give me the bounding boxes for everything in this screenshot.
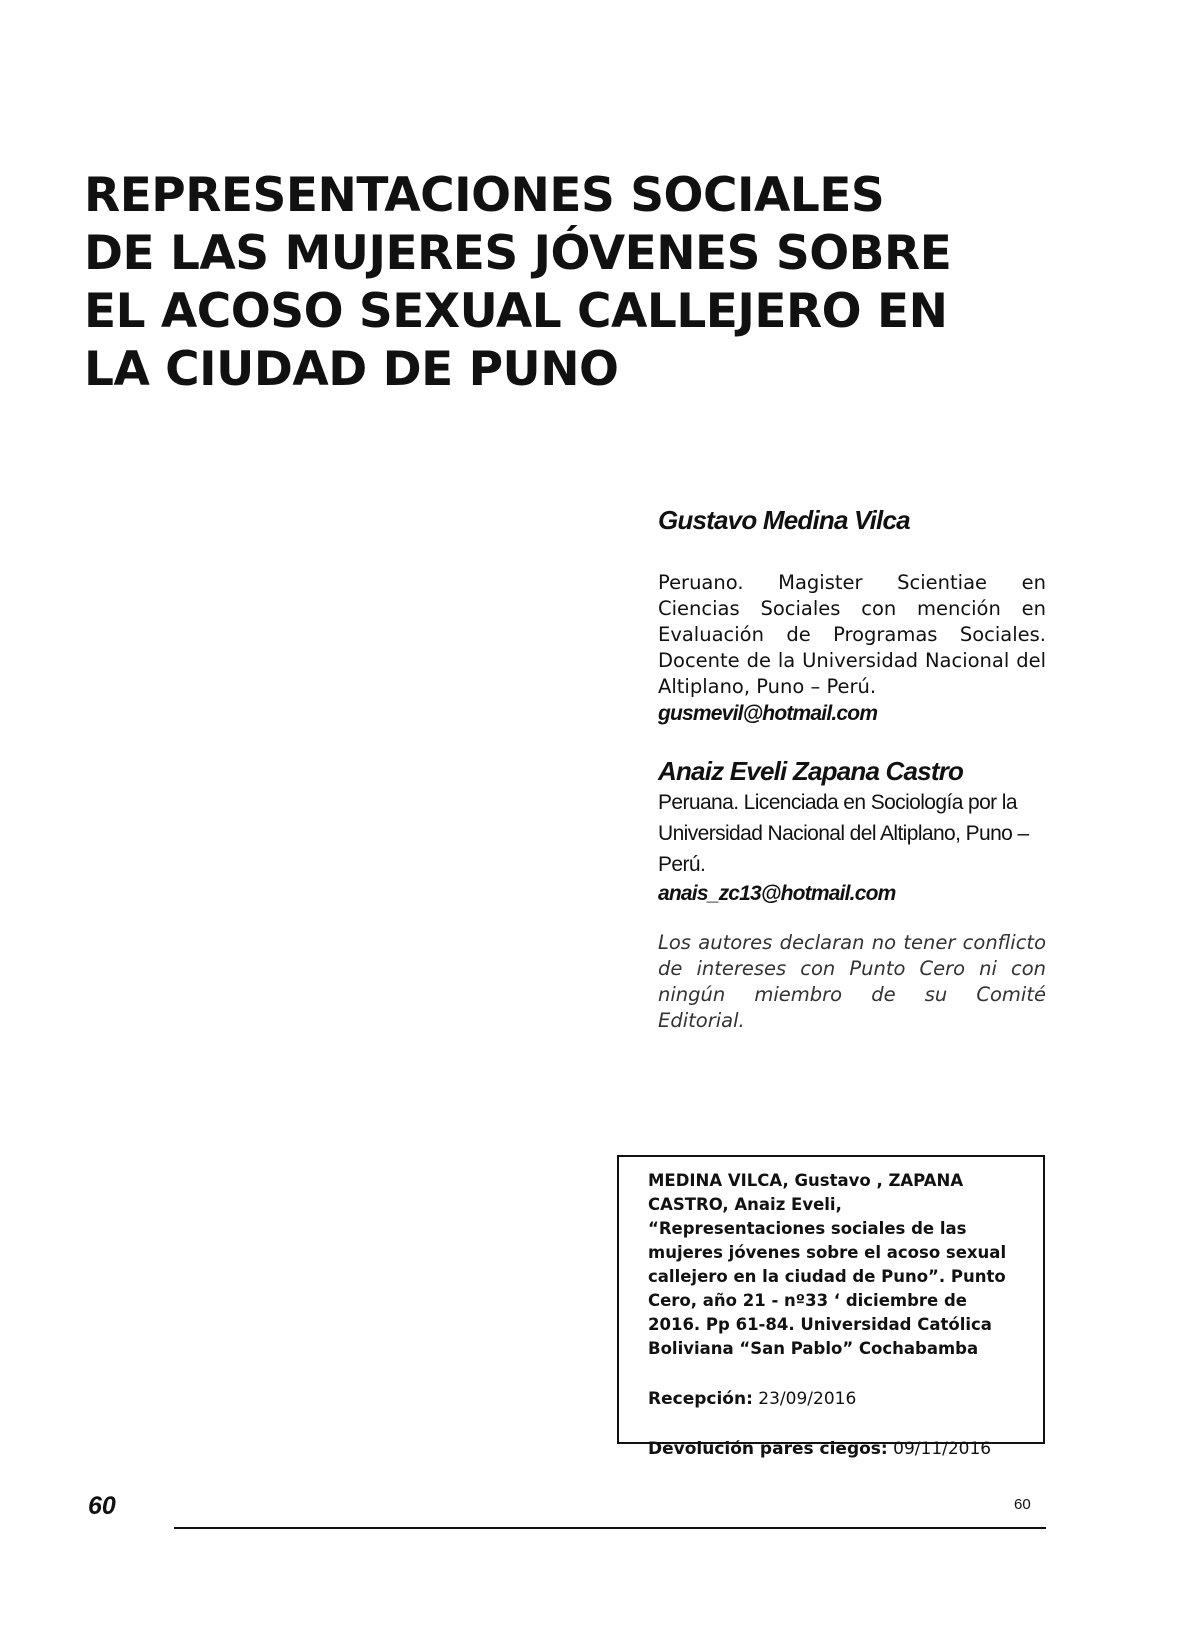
- review-line: [648, 1437, 1023, 1461]
- disclaimer-text: Los autores declaran no tener conflicto de intereses con Punto Cero ni con ningún miembro de su Comité Editorial.: [658, 931, 1046, 1032]
- author-name: Anaiz Eveli Zapana Castro: [658, 756, 964, 786]
- reception-line: [648, 1387, 1023, 1411]
- author-email: anais_zc13@hotmail.com: [658, 882, 896, 905]
- footer-divider: [174, 1527, 1046, 1529]
- author-email: gusmevil@hotmail.com: [658, 702, 878, 725]
- review-label: Devolución pares ciegos:: [648, 1439, 888, 1459]
- author-bio: Peruano. Magister Scientiae en Ciencias Sociales con mención en Evaluación de Programas Sociales. Docente de la Universidad Nacional del Altiplano, Puno – Perú.: [658, 571, 1046, 698]
- author-1-block: [658, 570, 1046, 727]
- author-bio: Peruana. Licenciada en Sociología por la Universidad Nacional del Altiplano, Puno – Perú.: [658, 791, 1029, 876]
- author-2-block: [658, 755, 1046, 907]
- page-number: 60: [88, 1492, 116, 1520]
- page-number-small: 60: [1014, 1496, 1031, 1513]
- reception-date: 23/09/2016: [758, 1389, 857, 1409]
- conflict-disclaimer: [658, 930, 1046, 1034]
- citation-text: MEDINA VILCA, Gustavo , ZAPANA CASTRO, Anaiz Eveli, “Representaciones sociales de las mujeres jóvenes sobre el acoso sexual callejero en la ciudad de Puno”. Punto Cero, año 21 - nº33 ‘ diciembre de 2016. Pp 61-84. Universidad Católica Boliviana “San Pablo” Cochabamba: [648, 1171, 1007, 1358]
- article-title: REPRESENTACIONES SOCIALES DE LAS MUJERES JÓVENES SOBRE EL ACOSO SEXUAL CALLEJERO EN LA CIUDAD DE PUNO: [84, 168, 952, 397]
- reception-label: Recepción:: [648, 1389, 753, 1409]
- review-date: 09/11/2016: [893, 1439, 992, 1459]
- author-1-name: [658, 504, 1046, 536]
- citation-box: [617, 1155, 1045, 1459]
- author-name: Gustavo Medina Vilca: [658, 505, 910, 535]
